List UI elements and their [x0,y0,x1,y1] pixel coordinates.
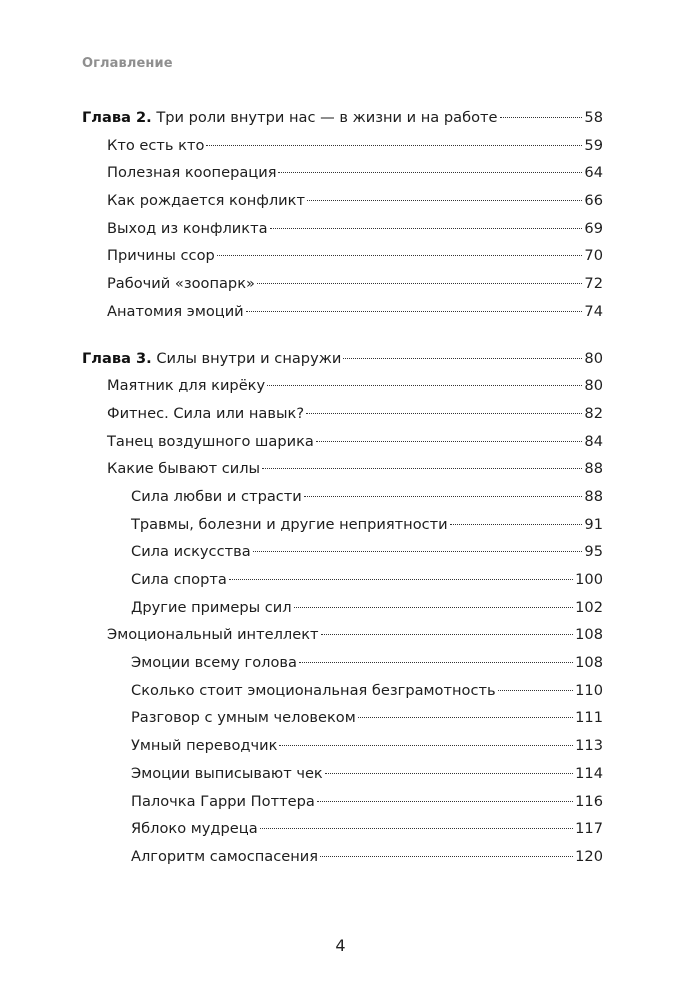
chapter-spacer [82,326,603,345]
entry-title: Умный переводчик [131,737,278,755]
toc-entry-row[interactable] [82,538,603,566]
entry-title: Сила спорта [131,571,227,588]
toc-entry-row[interactable] [82,132,603,160]
entry-title: Причины ссор [107,247,215,265]
entry-title: Алгоритм самоспасения [131,847,319,865]
toc-entry-row[interactable] [82,455,603,483]
dot-leader [278,172,582,173]
dot-leader [306,413,582,414]
toc-entry-row[interactable] [82,621,603,649]
entry-title: Палочка Гарри Поттера [131,792,315,810]
toc-entry-row[interactable] [82,732,603,760]
dot-leader [325,773,573,774]
page-ref: 69 [584,219,603,237]
dot-leader [450,524,583,525]
dot-leader [299,662,573,663]
toc-chapter-row[interactable] [82,345,603,373]
dot-leader [304,496,583,497]
dot-leader [270,228,583,229]
page-ref: 88 [584,460,603,478]
chapter-title [82,345,341,373]
toc-entry-row[interactable] [82,242,603,270]
dot-leader [498,690,574,691]
dot-leader [358,717,573,718]
entry-title: Танец воздушного шарика [107,432,314,450]
dot-leader [267,385,582,386]
dot-leader [260,828,574,829]
dot-leader [253,551,583,552]
toc-entry-row[interactable] [82,215,603,243]
dot-leader [500,117,583,118]
page-ref: 113 [575,737,603,755]
dot-leader [257,283,582,284]
dot-leader [279,745,573,746]
entry-title: Маятник для кирёку [107,377,266,395]
toc-entry-row[interactable] [82,372,603,400]
entry-title: Разговор с умным человеком [131,709,356,727]
page-ref: 80 [584,349,603,367]
dot-leader [320,856,573,857]
page-ref: 95 [584,543,603,561]
page-ref: 66 [584,192,603,210]
page-ref: 64 [584,164,603,182]
toc-entry-row[interactable] [82,298,603,326]
toc-chapter-row[interactable] [82,104,603,132]
toc-entry-row[interactable] [82,704,603,732]
page-ref: 72 [584,275,603,293]
page-ref: 114 [575,764,603,782]
chapter-label: Глава 3. [82,349,152,367]
dot-leader [206,145,582,146]
toc-entry-row[interactable] [82,566,603,594]
toc-entry-row[interactable] [82,483,603,511]
toc-entry-row[interactable] [82,187,603,215]
entry-title: Анатомия эмоций [107,302,244,320]
entry-title: Сколько стоит эмоциональная безграмотность [131,681,496,699]
dot-leader [246,311,583,312]
entry-title: Выход из конфликта [107,219,268,237]
toc-entry-row[interactable] [82,649,603,677]
page-ref: 84 [584,432,603,450]
table-of-contents [82,104,603,871]
page-ref: 88 [584,487,603,505]
entry-title: Кто есть кто [107,136,205,154]
entry-title: Яблоко мудреца [131,820,258,838]
entry-title: Травмы, болезни и другие неприятности [131,515,448,533]
page-ref: 108 [575,626,603,644]
entry-title: Полезная кооперация [107,164,277,182]
dot-leader [321,634,574,635]
dot-leader [343,358,582,359]
page-ref: 120 [575,847,603,865]
entry-title: Эмоции всему голова [131,654,297,672]
chapter-label: Глава 2. [82,109,152,126]
page-ref: 116 [575,792,603,810]
page-ref: 102 [575,598,603,616]
toc-entry-row[interactable] [82,270,603,298]
page-number: 4 [335,936,346,955]
dot-leader [229,579,573,580]
page-ref: 100 [575,571,603,588]
page-ref: 110 [575,681,603,699]
dot-leader [307,200,582,201]
toc-entry-row[interactable] [82,594,603,622]
toc-entry-row[interactable] [82,428,603,456]
toc-entry-row[interactable] [82,159,603,187]
toc-entry-row[interactable] [82,843,603,871]
dot-leader [294,607,574,608]
entry-title: Эмоции выписывают чек [131,764,323,782]
chapter-title [82,104,498,132]
page-ref: 117 [575,820,603,838]
toc-entry-row[interactable] [82,511,603,539]
entry-title: Сила искусства [131,543,251,561]
toc-entry-row[interactable] [82,815,603,843]
dot-leader [262,468,582,469]
dot-leader [217,255,583,256]
entry-title: Другие примеры сил [131,598,292,616]
chapter-name: Три роли внутри нас — в жизни и на работе [151,109,498,126]
entry-title: Сила любви и страсти [131,487,302,505]
entry-title: Как рождается конфликт [107,192,305,210]
toc-entry-row[interactable] [82,760,603,788]
page-ref: 111 [575,709,603,727]
page-ref: 91 [584,515,603,533]
dot-leader [317,801,573,802]
dot-leader [316,441,583,442]
entry-title: Фитнес. Сила или навык? [107,404,305,422]
page-ref: 59 [584,136,603,154]
running-head: Оглавление [82,56,173,71]
entry-title: Какие бывают силы [107,460,261,478]
page-ref: 80 [584,377,603,395]
chapter-name: Силы внутри и снаружи [151,349,342,367]
page-ref: 58 [584,109,603,126]
entry-title: Рабочий «зоопарк» [107,275,255,293]
page-ref: 82 [584,404,603,422]
page-ref: 74 [584,302,603,320]
toc-entry-row[interactable] [82,677,603,705]
page-ref: 70 [584,247,603,265]
entry-title: Эмоциональный интеллект [107,626,319,644]
toc-entry-row[interactable] [82,400,603,428]
page-ref: 108 [575,654,603,672]
toc-entry-row[interactable] [82,788,603,816]
